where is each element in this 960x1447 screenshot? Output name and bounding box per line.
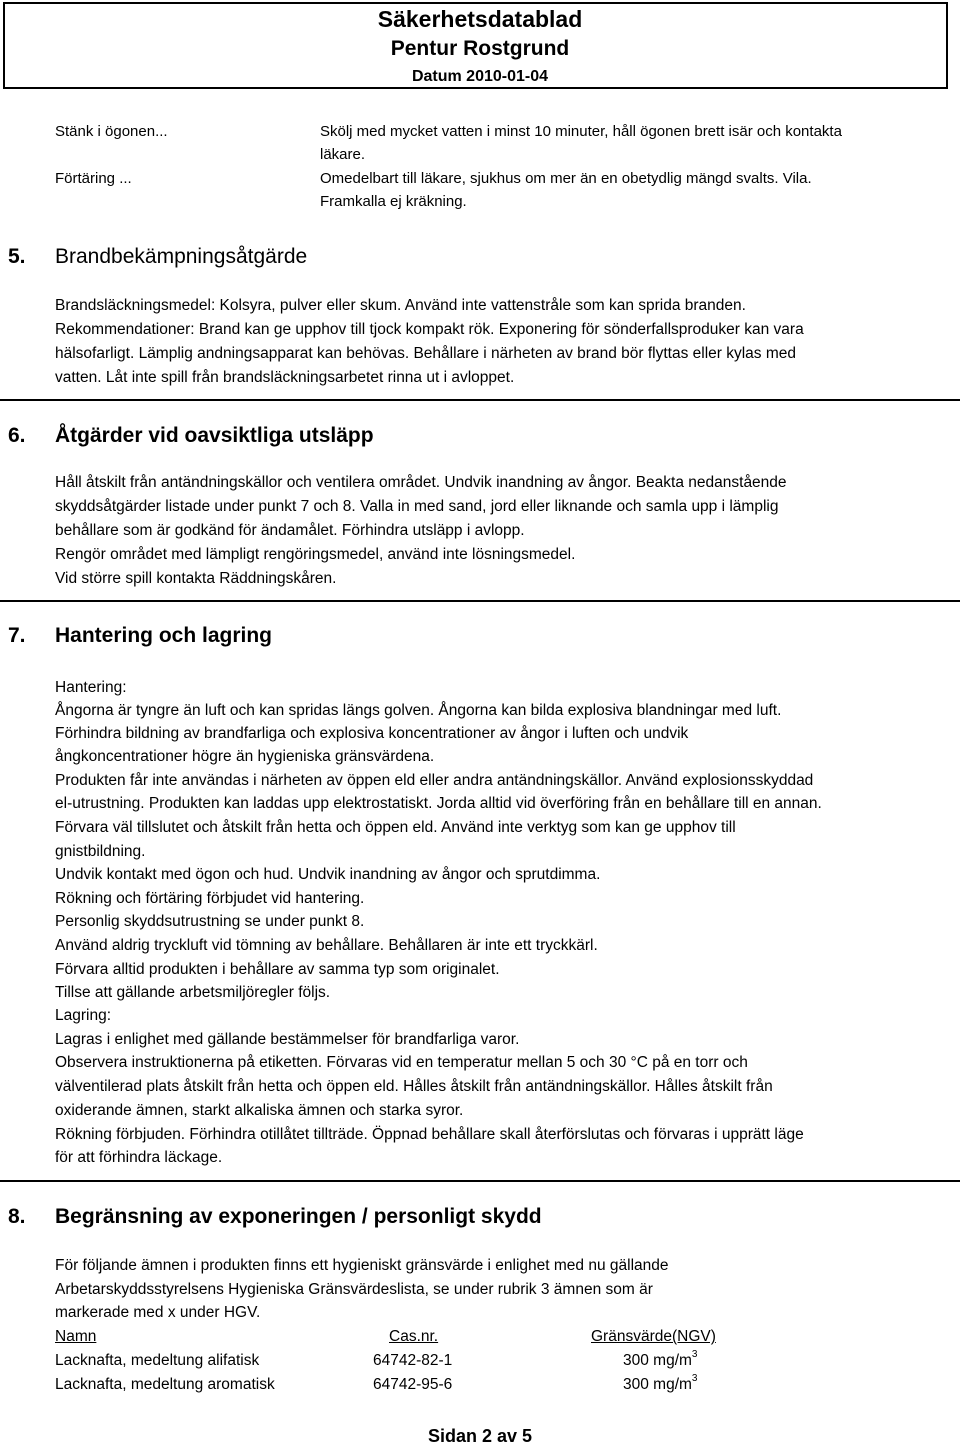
product-name: Pentur Rostgrund xyxy=(390,37,570,60)
document-date: Datum 2010-01-04 xyxy=(411,68,549,85)
section-text-line: Förvara alltid produkten i behållare av samma typ som originalet. xyxy=(55,961,500,978)
ingestion-label: Förtäring ... xyxy=(55,170,132,187)
section-text-line: gnistbildning. xyxy=(55,843,146,860)
section-text-line: Personlig skyddsutrustning se under punkt 8. xyxy=(55,913,365,930)
section-divider xyxy=(0,600,960,602)
section-text-line: Tillse att gällande arbetsmiljöregler följs. xyxy=(55,984,331,1001)
section-text-line: Ångorna är tyngre än luft och kan spridas längs golven. Ångorna kan bilda explosiva blandningar med luft. xyxy=(55,702,782,719)
table-cell-cas: 64742-95-6 xyxy=(373,1376,453,1393)
section-text-line: Lagras i enlighet med gällande bestämmelser för brandfarliga varor. xyxy=(55,1031,520,1048)
section-text-line: För följande ämnen i produkten finns ett hygieniskt gränsvärde i enlighet med nu gällande xyxy=(55,1257,669,1274)
section-title: Brandbekämpningsåtgärde xyxy=(55,245,308,268)
document-title: Säkerhetsdatablad xyxy=(377,6,583,32)
section-text-line: vatten. Låt inte spill från brandsläckningsarbetet rinna ut i avloppet. xyxy=(55,369,515,386)
section-text-line: Håll åtskilt från antändningskällor och ventilera området. Undvik inandning av ångor. Beakta nedanstående xyxy=(55,474,787,491)
eye-line: läkare. xyxy=(320,146,366,163)
section-number: 7. xyxy=(8,624,26,647)
eye-label: Stänk i ögonen... xyxy=(55,123,168,140)
section-text-line: Förvara väl tillslutet och åtskilt från hetta och öppen eld. Använd inte verktyg som kan ge upphov till xyxy=(55,819,736,836)
section-text-line: Undvik kontakt med ögon och hud. Undvik inandning av ångor och sprutdimma. xyxy=(55,866,601,883)
section-number: 6. xyxy=(8,424,26,447)
section-text-line: skyddsåtgärder listade under punkt 7 och 8. Valla in med sand, jord eller liknande och samla upp i lämplig xyxy=(55,498,779,515)
section-title: Begränsning av exponeringen / personligt skydd xyxy=(55,1205,542,1228)
table-cell-limit: 300 $mg/m^3$ xyxy=(623,1373,698,1393)
section-number: 8. xyxy=(8,1205,26,1228)
section-text-line: Rökning och förtäring förbjudet vid hantering. xyxy=(55,890,365,907)
section-text-line: behållare som är godkänd för ändamålet. Förhindra utsläpp i avlopp. xyxy=(55,522,525,539)
section-text-line: oxiderande ämnen, starkt alkaliska ämnen och starka syror. xyxy=(55,1102,464,1119)
table-header-cas: Cas.nr. xyxy=(389,1328,439,1345)
section-text-line: Brandsläckningsmedel: Kolsyra, pulver eller skum. Använd inte vattenstråle som kan sprida branden. xyxy=(55,297,746,314)
section-title: Hantering och lagring xyxy=(55,624,273,647)
section-text-line: ångkoncentrationer högre än hygieniska gränsvärdena. xyxy=(55,748,435,765)
section-text-line: Vid större spill kontakta Räddningskåren. xyxy=(55,570,337,587)
section-text-line: välventilerad plats åtskilt från hetta och öppen eld. Hålles åtskilt från antändningskällor. Hålles åtskilt från xyxy=(55,1078,773,1095)
section-text-line: markerade med x under HGV. xyxy=(55,1304,261,1321)
section-text-line: hälsofarligt. Lämplig andningsapparat kan behövas. Behållare i närheten av brand bör flyttas eller kylas med xyxy=(55,345,796,362)
ingestion-line: Omedelbart till läkare, sjukhus om mer än en obetydlig mängd svalts. Vila. xyxy=(320,170,812,187)
section-text-line: Lagring: xyxy=(55,1007,112,1024)
table-cell-cas: 64742-82-1 xyxy=(373,1352,453,1369)
table-cell-limit: 300 $mg/m^3$ xyxy=(623,1349,698,1369)
section-text-line: Rökning förbjuden. Förhindra otillåtet tillträde. Öppnad behållare skall återförslutas och förvaras i upprätt läge xyxy=(55,1126,804,1143)
section-text-line: för att förhindra läckage. xyxy=(55,1149,223,1166)
table-cell-name: Lacknafta, medeltung alifatisk xyxy=(55,1352,260,1369)
eye-line: Skölj med mycket vatten i minst 10 minuter, håll ögonen brett isär och kontakta xyxy=(320,123,842,140)
table-header-limit: Gränsvärde(NGV) xyxy=(591,1328,716,1345)
ingestion-line: Framkalla ej kräkning. xyxy=(320,193,467,210)
section-text-line: Produkten får inte användas i närheten av öppen eld eller andra antändningskällor. Använd explosionsskyddad xyxy=(55,772,814,789)
section-text-line: Förhindra bildning av brandfarliga och explosiva koncentrationer av ångor i luften och undvik xyxy=(55,725,689,742)
section-number: 5. xyxy=(8,245,26,268)
section-text-line: Arbetarskyddsstyrelsens Hygieniska Gränsvärdeslista, se under rubrik 3 ämnen som är xyxy=(55,1281,653,1298)
section-text-line: Hantering: xyxy=(55,679,127,696)
table-cell-name: Lacknafta, medeltung aromatisk xyxy=(55,1376,275,1393)
section-text-line: Observera instruktionerna på etiketten. Förvaras vid en temperatur mellan 5 och 30 °C på en torr och xyxy=(55,1054,748,1071)
page-number: Sidan 2 av 5 xyxy=(427,1426,533,1446)
section-text-line: Rengör området med lämpligt rengöringsmedel, använd inte lösningsmedel. xyxy=(55,546,576,563)
section-divider xyxy=(0,1180,960,1182)
section-divider xyxy=(0,399,960,401)
section-text-line: Rekommendationer: Brand kan ge upphov till tjock kompakt rök. Exponering för sönderfallsproduker kan vara xyxy=(55,321,804,338)
table-header-name: Namn xyxy=(55,1328,97,1345)
section-text-line: Använd aldrig tryckluft vid tömning av behållare. Behållaren är inte ett tryckkärl. xyxy=(55,937,598,954)
section-title: Åtgärder vid oavsiktliga utsläpp xyxy=(55,424,374,447)
section-text-line: el-utrustning. Produkten kan laddas upp elektrostatiskt. Jorda alltid vid överföring från en behållare till en annan. xyxy=(55,795,822,812)
